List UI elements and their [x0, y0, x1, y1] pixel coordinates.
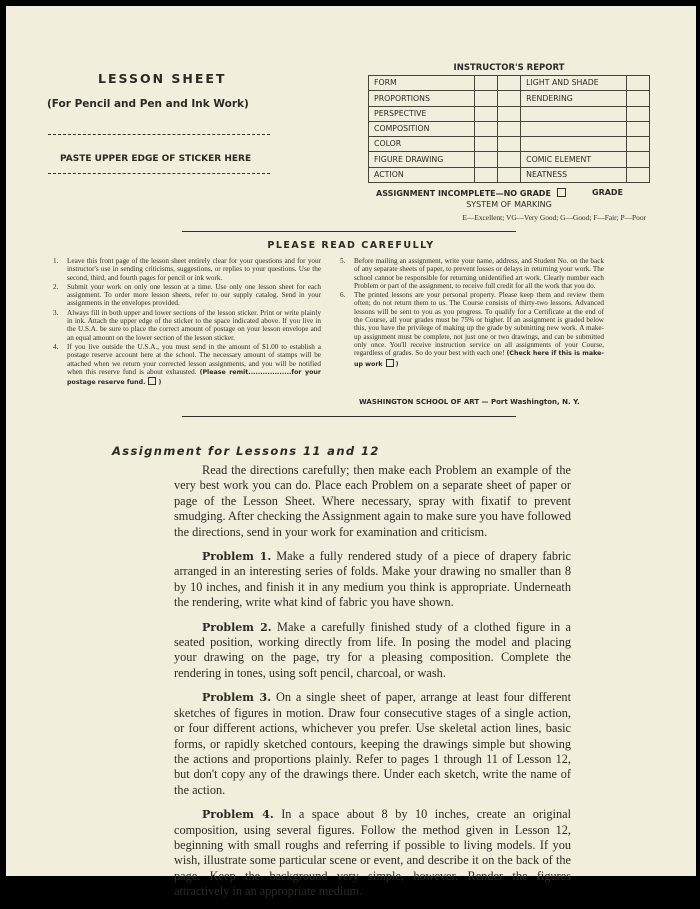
report-row [369, 91, 650, 106]
instruction-number: 6. [340, 291, 346, 300]
instruction-item [52, 257, 321, 282]
report-mark-box[interactable] [474, 76, 497, 91]
instruction-number: 1. [53, 257, 59, 265]
report-criterion: COLOR [369, 137, 475, 152]
problem-label: Problem 2. [202, 620, 272, 634]
report-mark-box[interactable] [474, 121, 497, 136]
report-title: INSTRUCTOR'S REPORT [453, 63, 565, 73]
report-criterion: COMIC ELEMENT [521, 152, 627, 167]
instruction-item [52, 283, 321, 308]
instruction-number: 2. [53, 282, 59, 291]
report-mark-box[interactable] [474, 137, 497, 152]
instruction-item: 6. The printed lessons are your personal property. Please keep them and review them often; do not return them to us. The Course consists of thirty-two lessons. Advanced lessons will be sent to you as you progress. To qualify for a Certificate at the end of the Course, all your grades must be 75% or higher. If an assignment is graded below this, you have the privilege of making up the grade by submitting new work. A make-up assignment must be complete, not just one or two drawings, and can be submitted only once. You'll receive instruction service on all assignments of your Course, regardless of grades. So do your best with each one! (Check here if this is make-up work ) [340, 291, 604, 368]
school-name: WASHINGTON SCHOOL OF ART — Port Washington, N. Y. [359, 398, 580, 406]
instruction-checkbox[interactable] [148, 377, 156, 385]
report-criterion: FORM [369, 76, 475, 91]
report-row [369, 137, 650, 152]
instruction-item [339, 257, 604, 290]
page-title: LESSON SHEET [98, 71, 227, 86]
incomplete-label: ASSIGNMENT INCOMPLETE—NO GRADE [376, 189, 551, 198]
report-mark-box[interactable] [626, 106, 649, 121]
report-criterion [521, 121, 627, 136]
problem-text: Make a carefully finished study of a clothed figure in a seated position, working directly from life. In posing the model and placing your drawing on the page, try for a pleasing composition. Complete the rendering in tones, using soft pencil, charcoal, or wash. [174, 619, 572, 680]
instructor-report-table [368, 75, 650, 183]
report-mark-box[interactable] [474, 106, 497, 121]
instruction-number: 4. [53, 342, 59, 351]
problem-paragraph [174, 690, 571, 798]
assignment-body [174, 463, 571, 909]
page-subtitle: (For Pencil and Pen and Ink Work) [47, 98, 249, 110]
problem-text: Make a fully rendered study of a piece of drapery fabric arranged in an interesting series of folds. Make your drawing no smaller than 8 by 10 inches, and finish it in any medium you think is appropriate. Underneath the rendering, write what kind of fabric you have shown. [174, 549, 572, 610]
report-mark-box[interactable] [626, 152, 649, 167]
problem-label: Problem 3. [202, 691, 272, 705]
report-criterion: NEATNESS [521, 167, 627, 182]
report-mark-box[interactable] [626, 137, 649, 152]
sticker-guide-bottom [48, 173, 270, 174]
report-criterion: LIGHT AND SHADE [521, 76, 627, 91]
report-mark-box[interactable] [626, 76, 649, 91]
report-criterion: FIGURE DRAWING [369, 152, 475, 167]
problem-label: Problem 4. [202, 808, 274, 822]
lesson-sheet [6, 6, 696, 899]
instruction-text: Submit your work on only one lesson at a time. Use only one lesson sheet for each assignment. To order more lesson sheets, refer to our supply catalog. Send in your assignments in the envelopes provided. [67, 282, 321, 308]
problem-text: In a space about 8 by 10 inches, create an original composition, using several figures. Follow the method given in Lesson 12, beginning with small roughs and referring if possible to living models. If you wish, illustrate some particular scene or event, and describe it on the back of the page. Keep the background very simple, however. Render the figures attractively in an appropriate medium. [174, 807, 572, 899]
marking-key: E—Excellent; VG—Very Good; G—Good; F—Fair; P—Poor [462, 213, 646, 222]
instruction-number: 5. [340, 257, 346, 265]
assignment-intro: Read the directions carefully; then make each Problem an example of the very best work you can do. Place each Problem on a separate sheet of paper or page of the Lesson Sheet. Where necessary, spray with fixatif to prevent smudging. After checking the Assignment again to make sure you have followed the directions, send in your work for examination and criticism. [174, 463, 571, 539]
report-mark-box[interactable] [497, 76, 520, 91]
report-row [369, 106, 650, 121]
instruction-note: (Please remit..................for your postage reserve fund. [67, 368, 322, 387]
report-criterion [521, 106, 627, 121]
report-row [369, 167, 650, 182]
report-criterion: PROPORTIONS [369, 91, 475, 106]
report-mark-box[interactable] [497, 91, 520, 106]
report-mark-box[interactable] [626, 167, 649, 182]
report-mark-box[interactable] [474, 152, 497, 167]
report-criterion [521, 137, 627, 152]
instruction-item [52, 309, 321, 342]
instruction-number: 3. [53, 308, 59, 317]
instruction-text: If you live outside the U.S.A., you must send in the amount of $1.00 to establish a postage reserve account here at the school. The necessary amount of stamps will be attached when we return your corrected lesson assignments, and you will be notified when this reserve fund is about exhausted. [67, 342, 321, 376]
report-mark-box[interactable] [626, 121, 649, 136]
problem-paragraph [174, 807, 571, 899]
report-mark-box[interactable] [474, 167, 497, 182]
report-mark-box[interactable] [497, 106, 520, 121]
incomplete-line [376, 188, 566, 198]
report-criterion: RENDERING [521, 91, 627, 106]
instruction-note: (Check here if this is make-up work [354, 350, 604, 368]
no-grade-checkbox[interactable] [557, 188, 566, 197]
grade-label: GRADE [592, 188, 624, 197]
problem-text: On a single sheet of paper, arrange at least four different sketches of figures in motion. Draw four consecutive stages of a single action, or four different actions, whichever you prefer. Use skeletal action lines, basic forms, or rapidly sketched contours, keeping the drawings simple but showing the actions and proportions plainly. Refer to pages 1 through 11 of Lesson 12, but don't copy any of the drawings there. Under each sketch, write the name of the action. [174, 690, 571, 797]
report-row [369, 121, 650, 136]
report-mark-box[interactable] [474, 91, 497, 106]
report-mark-box[interactable] [497, 121, 520, 136]
instructions-right [339, 257, 604, 370]
report-mark-box[interactable] [497, 137, 520, 152]
sticker-guide-top [48, 134, 270, 135]
report-row [369, 76, 650, 91]
report-mark-box[interactable] [626, 91, 649, 106]
system-of-marking: SYSTEM OF MARKING [466, 200, 552, 209]
report-criterion: ACTION [369, 167, 475, 182]
instruction-text: The printed lessons are your personal property. Please keep them and review them often; do not return them to us. The Course consists of thirty-two lessons. Advanced lessons will be sent to you as you progress. To qualify for a Certificate at the end of the Course, all your grades must be 75% or higher. If an assignment is graded below this, you have the privilege of making up the grade by submitting new work. A make-up assignment must be complete, not just one or two drawings, and can be submitted only once. You'll receive instruction service on all assignments of your Course, regardless of grades. So do your best with each one! [354, 291, 604, 358]
problem-paragraph [174, 620, 571, 682]
sticker-label: PASTE UPPER EDGE OF STICKER HERE [60, 154, 252, 164]
report-criterion: COMPOSITION [369, 121, 475, 136]
instruction-checkbox[interactable] [386, 359, 394, 367]
problem-label: Problem 1. [202, 550, 272, 564]
problem-paragraph [174, 549, 571, 611]
instruction-text: Leave this front page of the lesson sheet entirely clear for your questions and for your instructor's use in sending criticisms, suggestions, or replies to your questions. Use the second, third, and fourth pages for pencil or ink work. [67, 257, 321, 282]
report-mark-box[interactable] [497, 167, 520, 182]
instructions-left [52, 257, 321, 388]
divider-top [182, 231, 516, 232]
instruction-item: 4. If you live outside the U.S.A., you must send in the amount of $1.00 to establish a postage reserve account here at the school. The necessary amount of stamps will be attached when we return your corrected lesson assignments, and you will be notified when this reserve fund is about exhausted. (Please remit..................for your postage reserve fund. ) [53, 342, 322, 387]
please-heading: PLEASE READ CAREFULLY [267, 240, 435, 251]
divider-bottom [182, 416, 516, 417]
instruction-text: Always fill in both upper and lower sections of the lesson sticker. Print or write plainly in ink. Attach the upper edge of the sticker to the space indicated above. If you live in the U.S.A. be sure to place the correct amount of postage on your lesson envelope and an equal amount on the lower section of the lesson sticker. [67, 308, 321, 342]
assignment-heading: Assignment for Lessons 11 and 12 [112, 444, 380, 458]
report-mark-box[interactable] [497, 152, 520, 167]
instruction-text: Before mailing an assignment, write your name, address, and Student No. on the back of any separate sheets of paper, to prevent losses or delays in returning your work. The school cannot be responsible for returning unidentified art work. Clearly number each Problem or part of the assignment, to receive full credit for all the work that you do. [354, 257, 604, 290]
report-row [369, 152, 650, 167]
report-criterion: PERSPECTIVE [369, 106, 475, 121]
